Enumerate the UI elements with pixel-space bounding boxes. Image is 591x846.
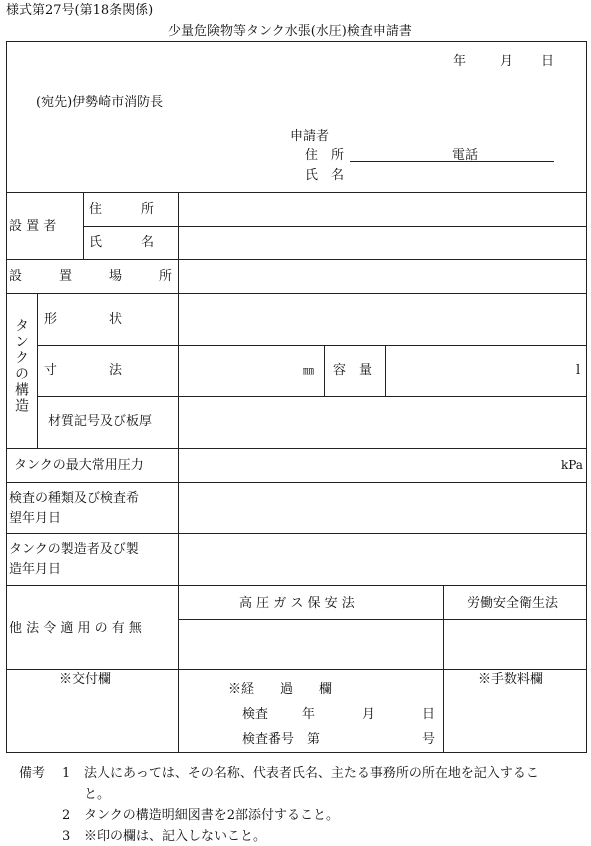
note-1-continuation: と。: [84, 787, 111, 802]
notes-label: 備考: [19, 766, 46, 781]
border-right: [586, 41, 587, 753]
applicant-label: 申請者: [290, 129, 330, 144]
border-bottom: [6, 752, 587, 753]
row-line: [6, 585, 587, 586]
row-line: [6, 259, 587, 260]
note-1-text: 法人にあっては、その名称、代表者氏名、主たる事務所の所在地を記入するこ: [84, 766, 539, 781]
col-line: [37, 293, 38, 449]
page-title: 少量危険物等タンク水張(水圧)検査申請書: [168, 24, 412, 39]
note-1-number: 1: [62, 766, 71, 781]
applicant-name-label: 氏 名: [305, 168, 345, 183]
location-text: 設 置 場 所: [9, 269, 185, 284]
border-left: [6, 41, 7, 753]
high-pressure-gas-label: 高 圧 ガ ス 保 安 法: [239, 596, 355, 611]
inspection-year: 年: [302, 707, 316, 722]
installer-address-label: 住 所: [89, 202, 155, 217]
row-line: [178, 619, 587, 620]
row-line: [37, 396, 587, 397]
border-top: [6, 41, 587, 42]
form-number: 様式第27号(第18条関係): [6, 3, 154, 18]
row-line: [6, 533, 587, 534]
date-month: 月: [500, 54, 514, 69]
installer-label: 設 置 者: [9, 219, 57, 234]
inspection-type-label-2: 望年月日: [9, 511, 62, 526]
row-line: [6, 669, 587, 670]
date-year: 年: [453, 54, 467, 69]
row-line: [83, 226, 587, 227]
kpa-unit: kPa: [561, 458, 583, 472]
note-3-number: 3: [62, 829, 71, 844]
progress-label: ※経 過 欄: [228, 682, 333, 697]
location-label: [9, 270, 184, 283]
capacity-label: 容 量: [333, 363, 373, 378]
inspection-number-label: 検査番号 第: [242, 732, 321, 747]
shape-label: 形 状: [44, 312, 123, 327]
col-line: [83, 192, 84, 260]
dimensions-label: 寸 法: [44, 363, 123, 378]
manufacturer-label-1: タンクの製造者及び製: [9, 542, 139, 557]
inspection-month: 月: [362, 707, 376, 722]
inspection-type-label-1: 検査の種類及び検査希: [9, 491, 140, 506]
date-day: 日: [541, 54, 555, 69]
liter-unit: l: [576, 363, 581, 378]
manufacturer-label-2: 造年月日: [9, 562, 62, 577]
note-3-text: ※印の欄は、記入しないこと。: [84, 829, 267, 844]
row-line: [6, 482, 587, 483]
addressee: (宛先)伊勢崎市消防長: [36, 95, 164, 110]
reception-label: ※交付欄: [59, 672, 112, 687]
note-2-number: 2: [62, 808, 71, 823]
other-laws-label: 他 法 令 適 用 の 有 無: [9, 621, 142, 636]
note-2-text: タンクの構造明細図書を2部添付すること。: [84, 808, 340, 823]
material-label: 材質記号及び板厚: [48, 414, 153, 429]
applicant-address-label: 住 所: [305, 148, 345, 163]
max-pressure-label: タンクの最大常用圧力: [14, 458, 144, 473]
row-line: [6, 192, 587, 193]
tank-structure-label: タンクの構造: [13, 318, 29, 414]
col-line: [324, 345, 325, 397]
row-line: [6, 448, 587, 449]
fee-label: ※手数料欄: [478, 672, 544, 687]
labor-safety-label: 労働安全衛生法: [467, 596, 559, 611]
col-line: [385, 345, 386, 397]
applicant-phone-label: 電話: [452, 148, 479, 163]
installer-name-label: 氏 名: [89, 235, 155, 250]
col-line: [443, 585, 444, 753]
mm-unit: ㎜: [303, 364, 314, 377]
row-line: [6, 293, 587, 294]
inspection-number-suffix: 号: [422, 732, 436, 747]
inspection-date-label: 検査: [242, 707, 269, 722]
inspection-day: 日: [422, 707, 436, 722]
row-line: [37, 345, 587, 346]
